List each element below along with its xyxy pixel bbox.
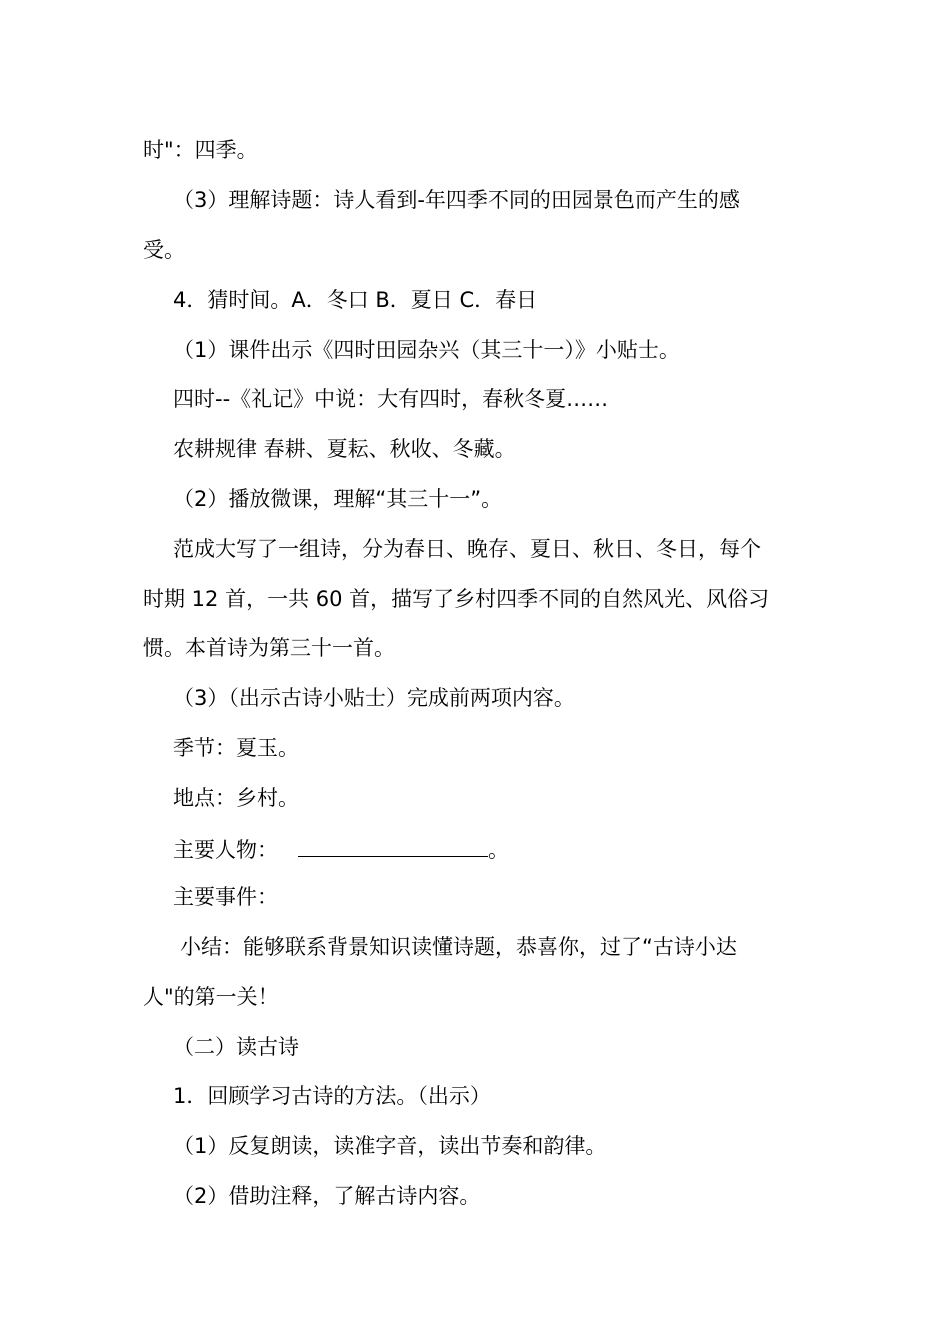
field-end-mark: 。 — [488, 838, 509, 862]
text-line: 范成大写了一组诗，分为春日、晚存、夏日、秋日、冬日，每个 — [173, 537, 761, 561]
text-line: 1．回顾学习古诗的方法。（出示） — [173, 1084, 491, 1108]
section-heading: （二）读古诗 — [173, 1035, 299, 1059]
text-line: 主要事件： — [173, 885, 278, 909]
text-line: （1）课件出示《四时田园杂兴（其三十一）》小贴士。 — [173, 338, 680, 362]
text-line: 4．猜时间。A．冬口 B．夏日 C．春日 — [173, 288, 538, 312]
text-line: 地点：乡村。 — [173, 786, 299, 810]
text-line: （2）借助注释，了解古诗内容。 — [173, 1184, 481, 1208]
answer-blank — [298, 834, 488, 857]
text-line: 惯。本首诗为第三十一首。 — [143, 636, 395, 660]
fill-in-line — [173, 834, 509, 864]
text-line: 季节：夏玉。 — [173, 736, 299, 760]
text-line: （3）理解诗题：诗人看到-年四季不同的田园景色而产生的感 — [173, 188, 740, 212]
text-line: 受。 — [143, 238, 185, 262]
text-line: 时"：四季。 — [143, 138, 258, 162]
text-line: 农耕规律 春耕、夏耘、秋收、冬藏。 — [173, 437, 516, 461]
text-line: 人"的第一关！ — [143, 985, 279, 1009]
text-line: 时期 12 首，一共 60 首，描写了乡村四季不同的自然风光、风俗习 — [143, 587, 770, 611]
text-line: （3）（出示古诗小贴士）完成前两项内容。 — [173, 686, 575, 710]
field-label: 主要人物： — [173, 838, 278, 862]
text-line: （2）播放微课，理解“其三十一”。 — [173, 487, 503, 511]
text-line: 小结：能够联系背景知识读懂诗题，恭喜你，过了“古诗小达 — [180, 935, 737, 959]
text-line: （1）反复朗读，读准字音，读出节奏和韵律。 — [173, 1134, 607, 1158]
text-line: 四时--《礼记》中说：大有四时，春秋冬夏…… — [173, 387, 609, 411]
